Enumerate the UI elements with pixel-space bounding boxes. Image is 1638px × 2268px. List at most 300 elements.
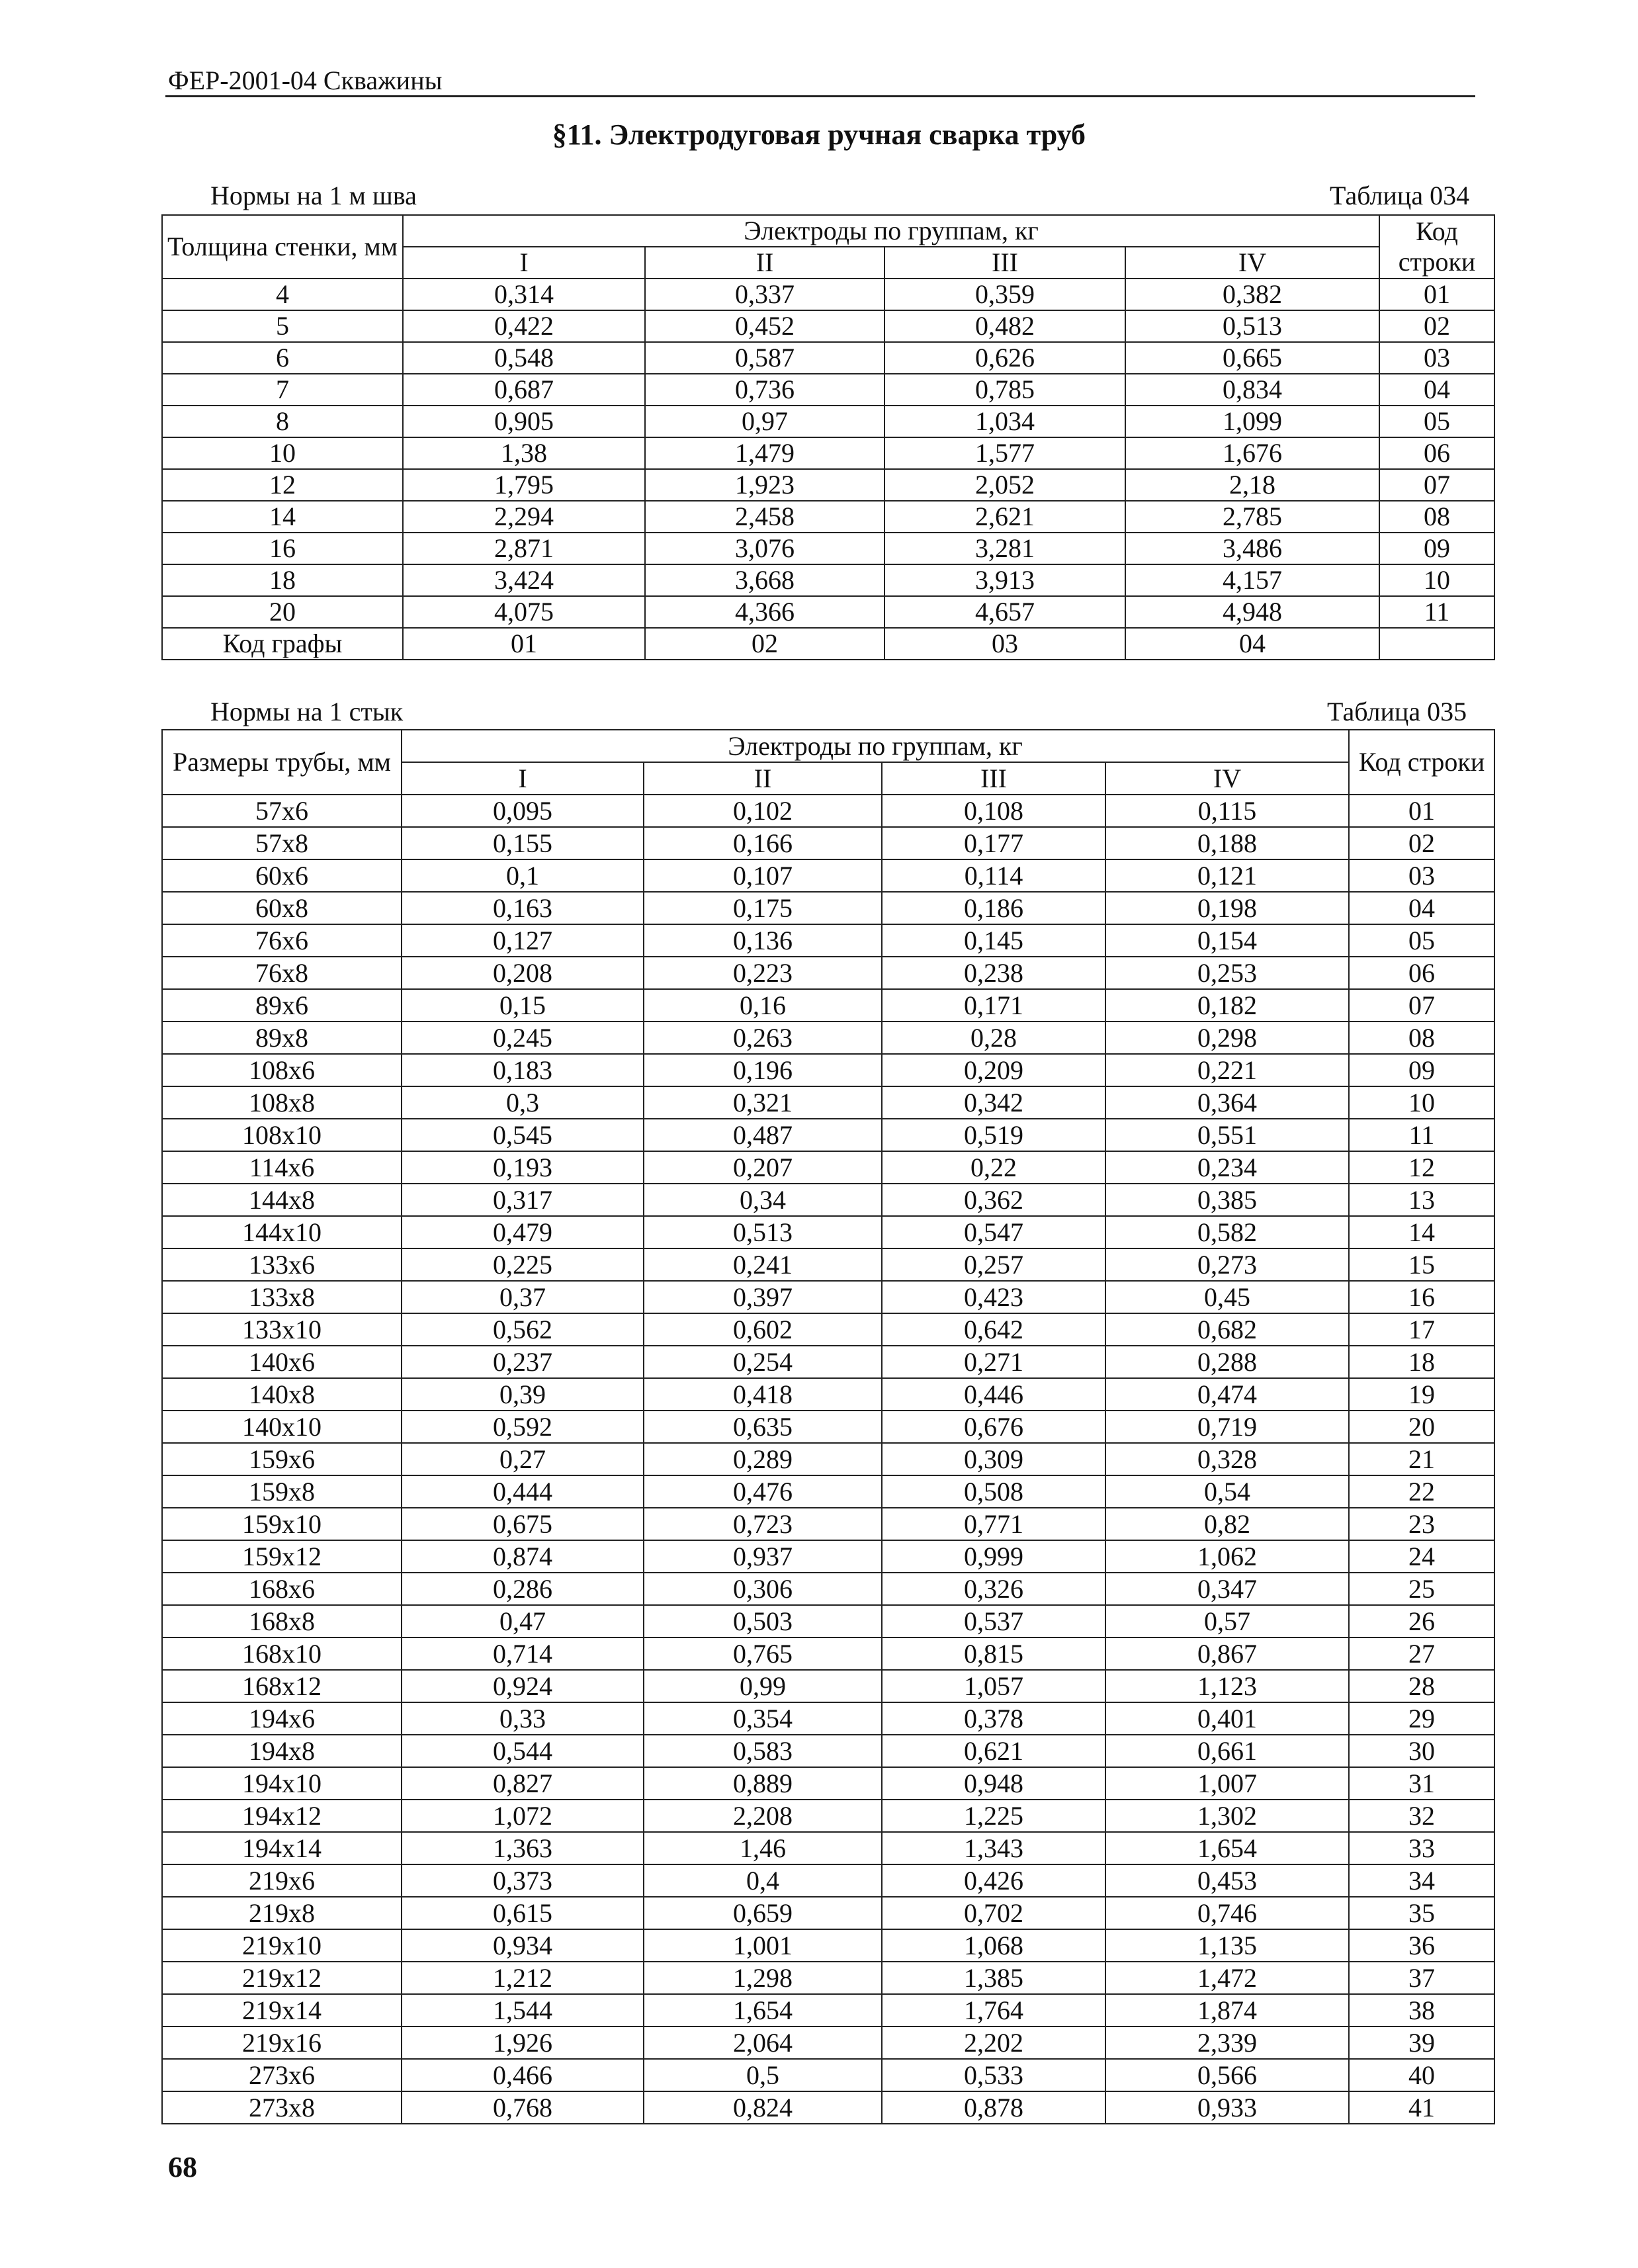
header-param: Размеры трубы, мм [162,730,402,795]
group-3-cell: 0,785 [884,374,1125,406]
code-cell: 32 [1349,1800,1494,1832]
param-cell: 144x10 [162,1216,402,1248]
group-2-cell: 0,723 [644,1508,882,1540]
group-1-cell: 0,15 [402,989,644,1022]
group-2-cell: 1,001 [644,1929,882,1962]
param-cell: 89x6 [162,989,402,1022]
group-1-cell: 0,155 [402,827,644,859]
code-cell: 16 [1349,1281,1494,1313]
group-1-cell: 0,924 [402,1670,644,1702]
table-row-footer [162,628,1494,660]
group-1-cell: 0,934 [402,1929,644,1962]
param-cell: 14 [162,501,403,533]
group-1-cell: 0,095 [402,795,644,827]
group-4-cell: 0,253 [1105,957,1349,989]
group-header-2: II [645,247,884,279]
group-header-4: IV [1125,247,1379,279]
group-2-cell: 0,937 [644,1540,882,1573]
table-row [162,1313,1494,1346]
header-group: Электроды по группам, кг [403,215,1379,247]
group-2-cell: 0,397 [644,1281,882,1313]
group-2-cell: 0,99 [644,1670,882,1702]
group-1-cell: 0,466 [402,2059,644,2091]
group-2-cell: 0,241 [644,1248,882,1281]
code-cell: 30 [1349,1735,1494,1767]
param-cell: 20 [162,596,403,628]
table-row [162,1897,1494,1929]
table-row [162,957,1494,989]
group-4-cell: 0,661 [1105,1735,1349,1767]
param-cell: 159x8 [162,1475,402,1508]
param-cell: 168x6 [162,1573,402,1605]
group-header-2: II [644,762,882,795]
group-3-cell: 0,537 [882,1605,1105,1637]
group-3-cell: 0,533 [882,2059,1105,2091]
group-1-cell: 1,212 [402,1962,644,1994]
param-cell: 144x8 [162,1184,402,1216]
group-3-cell: 0,171 [882,989,1105,1022]
table-row [162,406,1494,437]
group-4-cell: 1,007 [1105,1767,1349,1800]
group-1-cell: 0,675 [402,1508,644,1540]
param-cell: 219x8 [162,1897,402,1929]
group-2-cell: 0,321 [644,1086,882,1119]
group-4-cell: 0,453 [1105,1864,1349,1897]
group-4-cell: 0,182 [1105,989,1349,1022]
param-cell: 194x10 [162,1767,402,1800]
group-3-cell: 4,657 [884,596,1125,628]
param-cell: 140x8 [162,1378,402,1411]
code-cell: 21 [1349,1443,1494,1475]
table-row [162,437,1494,469]
group-2-cell: 1,654 [644,1994,882,2027]
group-2-cell: 0,602 [644,1313,882,1346]
code-cell: 33 [1349,1832,1494,1864]
code-cell: 20 [1349,1411,1494,1443]
group-2-cell: 0,263 [644,1022,882,1054]
group-1-cell: 0,237 [402,1346,644,1378]
param-cell: 159x10 [162,1508,402,1540]
group-3-cell: 0,359 [884,279,1125,310]
group-header-3: III [884,247,1125,279]
param-cell: 8 [162,406,403,437]
group-2-cell: 2,064 [644,2027,882,2059]
table-row [162,1248,1494,1281]
code-cell: 39 [1349,2027,1494,2059]
group-4-cell: 1,062 [1105,1540,1349,1573]
group-2-cell: 0,503 [644,1605,882,1637]
group-2-cell: 0,487 [644,1119,882,1151]
code-cell: 14 [1349,1216,1494,1248]
table-row [162,1411,1494,1443]
group-3-cell: 0,547 [882,1216,1105,1248]
param-cell: 133x10 [162,1313,402,1346]
param-cell: 57x8 [162,827,402,859]
group-3-cell: 2,052 [884,469,1125,501]
code-cell: 01 [1379,279,1494,310]
group-4-cell: 2,785 [1125,501,1379,533]
param-cell: 168x10 [162,1637,402,1670]
group-1-cell: 0,208 [402,957,644,989]
table-row [162,1378,1494,1411]
table035-number: Таблица 035 [1327,697,1467,726]
group-1-cell: 0,592 [402,1411,644,1443]
group-2-cell: 0,635 [644,1411,882,1443]
group-2-cell: 0,107 [644,859,882,892]
group-2-cell: 0,166 [644,827,882,859]
code-cell: 40 [1349,2059,1494,2091]
param-cell: 7 [162,374,403,406]
table-row [162,1216,1494,1248]
param-cell: 4 [162,279,403,310]
param-cell: 219x6 [162,1864,402,1897]
group-1-cell: 0,193 [402,1151,644,1184]
group-4-cell: 0,382 [1125,279,1379,310]
group-2-cell: 3,076 [645,533,884,564]
group-4-cell: 0,867 [1105,1637,1349,1670]
group-3-cell: 0,378 [882,1702,1105,1735]
param-cell: 140x10 [162,1411,402,1443]
footer-code-4: 04 [1125,628,1379,660]
table-row [162,342,1494,374]
group-1-cell: 0,687 [403,374,645,406]
group-3-cell: 3,913 [884,564,1125,596]
code-cell: 17 [1349,1313,1494,1346]
code-cell: 35 [1349,1897,1494,1929]
table-row [162,310,1494,342]
group-3-cell: 0,108 [882,795,1105,827]
code-cell: 08 [1349,1022,1494,1054]
table-row [162,1443,1494,1475]
table-row [162,1605,1494,1637]
code-cell: 41 [1349,2091,1494,2124]
group-2-cell: 4,366 [645,596,884,628]
code-cell: 18 [1349,1346,1494,1378]
group-1-cell: 2,294 [403,501,645,533]
group-4-cell: 0,933 [1105,2091,1349,2124]
param-cell: 60x8 [162,892,402,924]
group-2-cell: 1,923 [645,469,884,501]
table-row [162,1929,1494,1962]
code-cell: 05 [1379,406,1494,437]
table-row [162,1637,1494,1670]
group-1-cell: 0,183 [402,1054,644,1086]
param-cell: 194x12 [162,1800,402,1832]
group-2-cell: 0,136 [644,924,882,957]
group-header-4: IV [1105,762,1349,795]
group-1-cell: 0,544 [402,1735,644,1767]
group-3-cell: 0,145 [882,924,1105,957]
code-cell: 09 [1379,533,1494,564]
table-row [162,859,1494,892]
code-cell: 29 [1349,1702,1494,1735]
group-1-cell: 1,795 [403,469,645,501]
group-3-cell: 1,068 [882,1929,1105,1962]
group-3-cell: 1,577 [884,437,1125,469]
header-code: Код строки [1349,730,1494,795]
code-cell: 01 [1349,795,1494,827]
table-row [162,469,1494,501]
group-4-cell: 2,18 [1125,469,1379,501]
group-1-cell: 0,444 [402,1475,644,1508]
group-3-cell: 0,508 [882,1475,1105,1508]
table-row [162,564,1494,596]
group-1-cell: 0,479 [402,1216,644,1248]
group-3-cell: 3,281 [884,533,1125,564]
group-2-cell: 0,16 [644,989,882,1022]
group-4-cell: 0,551 [1105,1119,1349,1151]
table-row [162,2027,1494,2059]
group-2-cell: 0,476 [644,1475,882,1508]
group-1-cell: 0,33 [402,1702,644,1735]
group-3-cell: 1,385 [882,1962,1105,1994]
code-cell: 36 [1349,1929,1494,1962]
group-4-cell: 0,82 [1105,1508,1349,1540]
group-3-cell: 2,202 [882,2027,1105,2059]
header-rule [165,95,1475,97]
group-2-cell: 0,196 [644,1054,882,1086]
group-3-cell: 1,057 [882,1670,1105,1702]
group-1-cell: 0,314 [403,279,645,310]
code-cell: 11 [1379,596,1494,628]
group-3-cell: 0,482 [884,310,1125,342]
group-1-cell: 2,871 [403,533,645,564]
table-row [162,533,1494,564]
group-2-cell: 0,306 [644,1573,882,1605]
table-row [162,795,1494,827]
param-cell: 168x8 [162,1605,402,1637]
table-row [162,1022,1494,1054]
param-cell: 194x6 [162,1702,402,1735]
group-1-cell: 1,926 [402,2027,644,2059]
group-4-cell: 0,401 [1105,1702,1349,1735]
group-3-cell: 0,771 [882,1508,1105,1540]
group-header-3: III [882,762,1105,795]
group-2-cell: 0,736 [645,374,884,406]
table-row [162,1670,1494,1702]
group-2-cell: 0,587 [645,342,884,374]
group-1-cell: 4,075 [403,596,645,628]
group-4-cell: 1,654 [1105,1832,1349,1864]
param-cell: 10 [162,437,403,469]
group-2-cell: 0,337 [645,279,884,310]
group-2-cell: 0,289 [644,1443,882,1475]
group-1-cell: 0,545 [402,1119,644,1151]
group-2-cell: 0,102 [644,795,882,827]
param-cell: 76x8 [162,957,402,989]
param-cell: 219x14 [162,1994,402,2027]
param-cell: 18 [162,564,403,596]
table-row [162,1184,1494,1216]
group-4-cell: 0,364 [1105,1086,1349,1119]
footer-code-1: 01 [403,628,645,660]
group-4-cell: 0,719 [1105,1411,1349,1443]
param-cell: 16 [162,533,403,564]
param-cell: 5 [162,310,403,342]
group-4-cell: 2,339 [1105,2027,1349,2059]
code-cell: 15 [1349,1248,1494,1281]
param-cell: 194x8 [162,1735,402,1767]
group-2-cell: 0,659 [644,1897,882,1929]
group-1-cell: 0,422 [403,310,645,342]
group-3-cell: 1,225 [882,1800,1105,1832]
group-4-cell: 3,486 [1125,533,1379,564]
table-row [162,1573,1494,1605]
code-cell: 28 [1349,1670,1494,1702]
group-4-cell: 0,582 [1105,1216,1349,1248]
group-4-cell: 0,834 [1125,374,1379,406]
param-cell: 194x14 [162,1832,402,1864]
group-1-cell: 0,1 [402,859,644,892]
group-4-cell: 0,273 [1105,1248,1349,1281]
table-row [162,1508,1494,1540]
group-2-cell: 0,223 [644,957,882,989]
group-1-cell: 0,373 [402,1864,644,1897]
group-1-cell: 0,562 [402,1313,644,1346]
group-2-cell: 1,298 [644,1962,882,1994]
group-2-cell: 1,479 [645,437,884,469]
group-2-cell: 0,175 [644,892,882,924]
group-3-cell: 0,519 [882,1119,1105,1151]
group-1-cell: 0,225 [402,1248,644,1281]
param-cell: 273x6 [162,2059,402,2091]
table-row [162,1475,1494,1508]
group-4-cell: 1,302 [1105,1800,1349,1832]
table-034 [161,214,1495,660]
group-1-cell: 3,424 [403,564,645,596]
code-cell: 34 [1349,1864,1494,1897]
group-3-cell: 2,621 [884,501,1125,533]
group-4-cell: 0,57 [1105,1605,1349,1637]
table-035 [161,729,1495,2124]
group-2-cell: 0,765 [644,1637,882,1670]
group-3-cell: 1,343 [882,1832,1105,1864]
group-4-cell: 0,474 [1105,1378,1349,1411]
code-cell: 04 [1349,892,1494,924]
table-row [162,1832,1494,1864]
group-header-1: I [403,247,645,279]
code-cell: 38 [1349,1994,1494,2027]
group-2-cell: 0,824 [644,2091,882,2124]
group-1-cell: 0,615 [402,1897,644,1929]
group-3-cell: 0,878 [882,2091,1105,2124]
group-1-cell: 1,363 [402,1832,644,1864]
group-2-cell: 0,889 [644,1767,882,1800]
param-cell: 168x12 [162,1670,402,1702]
table035-caption: Нормы на 1 стык [210,697,404,726]
group-4-cell: 0,665 [1125,342,1379,374]
table034-number: Таблица 034 [1330,181,1470,210]
code-cell: 27 [1349,1637,1494,1670]
group-3-cell: 0,28 [882,1022,1105,1054]
page-number: 68 [168,2151,197,2183]
group-4-cell: 0,198 [1105,892,1349,924]
param-cell: 273x8 [162,2091,402,2124]
param-cell: 108x6 [162,1054,402,1086]
table-row [162,1994,1494,2027]
code-cell: 05 [1349,924,1494,957]
group-2-cell: 0,418 [644,1378,882,1411]
group-4-cell: 0,385 [1105,1184,1349,1216]
table-row [162,374,1494,406]
code-cell: 03 [1349,859,1494,892]
group-2-cell: 3,668 [645,564,884,596]
param-cell: 76x6 [162,924,402,957]
group-3-cell: 0,177 [882,827,1105,859]
param-cell: 219x12 [162,1962,402,1994]
group-3-cell: 0,815 [882,1637,1105,1670]
group-1-cell: 0,714 [402,1637,644,1670]
table-row [162,596,1494,628]
group-3-cell: 0,999 [882,1540,1105,1573]
table-row [162,1540,1494,1573]
code-cell: 03 [1379,342,1494,374]
group-2-cell: 0,97 [645,406,884,437]
footer-code-3: 03 [884,628,1125,660]
group-4-cell: 0,188 [1105,827,1349,859]
section-title: §11. Электродуговая ручная сварка труб [552,118,1086,151]
code-cell: 07 [1379,469,1494,501]
group-4-cell: 0,328 [1105,1443,1349,1475]
code-cell: 31 [1349,1767,1494,1800]
group-1-cell: 0,548 [403,342,645,374]
table-row [162,2091,1494,2124]
param-cell: 159x12 [162,1540,402,1573]
param-cell: 114x6 [162,1151,402,1184]
group-3-cell: 0,621 [882,1735,1105,1767]
group-1-cell: 0,827 [402,1767,644,1800]
table-row [162,892,1494,924]
group-4-cell: 0,154 [1105,924,1349,957]
table-row [162,501,1494,533]
group-1-cell: 0,127 [402,924,644,957]
table-row [162,924,1494,957]
param-cell: 133x8 [162,1281,402,1313]
table-row [162,827,1494,859]
group-4-cell: 0,513 [1125,310,1379,342]
group-1-cell: 0,163 [402,892,644,924]
group-1-cell: 0,27 [402,1443,644,1475]
group-2-cell: 0,207 [644,1151,882,1184]
code-cell: 23 [1349,1508,1494,1540]
code-cell: 04 [1379,374,1494,406]
group-3-cell: 1,034 [884,406,1125,437]
code-cell: 02 [1379,310,1494,342]
table-row [162,1086,1494,1119]
group-3-cell: 0,426 [882,1864,1105,1897]
code-cell: 19 [1349,1378,1494,1411]
header-code: Код строки [1379,215,1494,279]
table-row [162,279,1494,310]
group-1-cell: 0,905 [403,406,645,437]
table-row [162,1962,1494,1994]
group-4-cell: 0,45 [1105,1281,1349,1313]
param-cell: 6 [162,342,403,374]
footer-label: Код графы [162,628,403,660]
group-4-cell: 1,099 [1125,406,1379,437]
group-4-cell: 4,157 [1125,564,1379,596]
group-3-cell: 0,22 [882,1151,1105,1184]
table-row [162,1702,1494,1735]
group-4-cell: 0,54 [1105,1475,1349,1508]
group-4-cell: 0,566 [1105,2059,1349,2091]
group-4-cell: 0,746 [1105,1897,1349,1929]
table-row [162,989,1494,1022]
code-cell: 06 [1379,437,1494,469]
group-1-cell: 1,544 [402,1994,644,2027]
param-cell: 12 [162,469,403,501]
group-2-cell: 2,458 [645,501,884,533]
